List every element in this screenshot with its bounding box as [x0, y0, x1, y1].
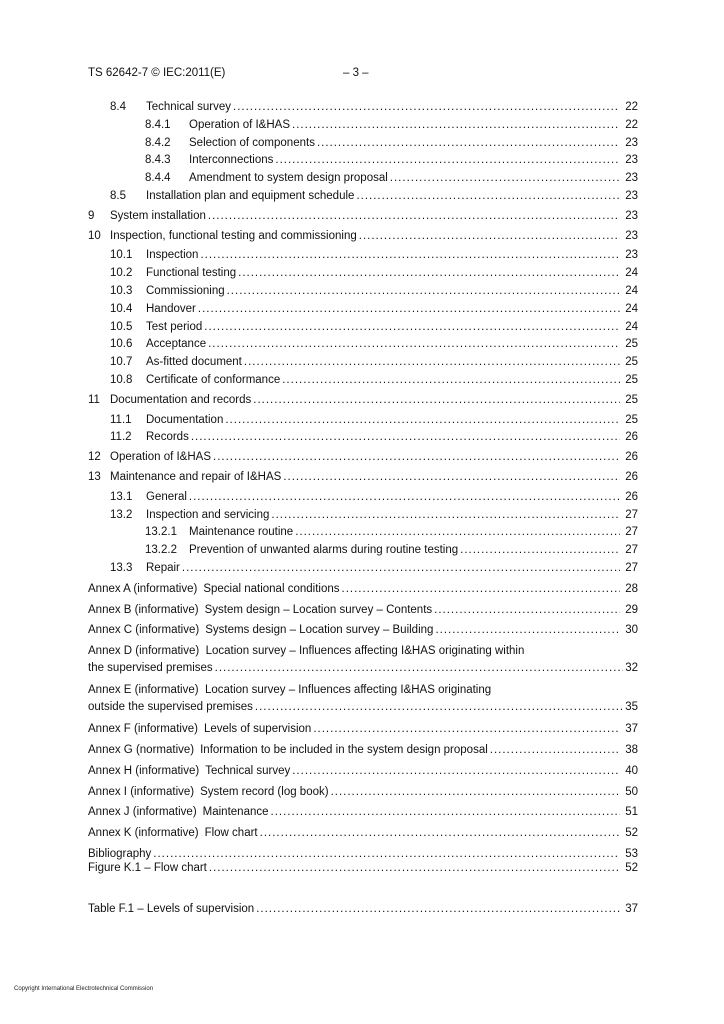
toc-entry-page: 38 [625, 743, 638, 756]
toc-entry-title: Inspection and servicing [146, 508, 270, 521]
dot-leader [292, 765, 620, 777]
dot-leader [260, 827, 620, 839]
toc-entry[interactable] [88, 210, 638, 228]
page-number: – 3 – [343, 67, 369, 79]
toc-entry-title: Interconnections [189, 154, 274, 167]
toc-entry-number: Annex K (informative) [88, 827, 199, 840]
toc-entry-number: Annex I (informative) [88, 785, 195, 798]
toc-entry-title: Levels of supervision [203, 723, 312, 736]
toc-entry-page: 53 [625, 847, 638, 860]
toc-entry-title: Amendment to system design proposal [189, 172, 388, 185]
toc-entry-number: 13.2.2 [145, 544, 177, 557]
toc-entry-title: Maintenance and repair of I&HAS [110, 470, 282, 483]
toc-entry[interactable] [88, 356, 638, 374]
toc-entry[interactable] [88, 451, 638, 469]
toc-entry-title: Maintenance [202, 806, 269, 819]
toc-entry-number: 11.1 [110, 413, 132, 426]
toc-entry-page: 28 [625, 582, 638, 595]
toc-entry[interactable] [88, 285, 638, 303]
toc-entry[interactable] [88, 338, 638, 356]
dot-leader [283, 471, 620, 483]
toc-entry-title: Maintenance routine [189, 526, 294, 539]
dot-leader [227, 285, 620, 297]
dot-leader [292, 119, 620, 131]
toc-entry-page: 23 [625, 209, 638, 222]
toc-entry-page: 23 [625, 172, 638, 185]
toc-entry[interactable] [88, 321, 638, 339]
toc-entry[interactable] [88, 119, 638, 137]
toc-entry-title: Test period [146, 320, 203, 333]
dot-leader [331, 786, 620, 798]
dot-leader [200, 249, 620, 261]
dot-leader [317, 137, 620, 149]
toc-entry-page: 25 [625, 356, 638, 369]
dot-leader [153, 848, 620, 860]
dot-leader [271, 509, 620, 521]
dot-leader [208, 210, 620, 222]
toc-entry-annex[interactable] [88, 624, 638, 642]
toc-entry[interactable] [88, 414, 638, 432]
toc-entry-number: 11.2 [110, 431, 132, 444]
toc-entry-title: Installation plan and equipment schedule [146, 189, 355, 202]
toc-entry-page: 26 [625, 451, 638, 464]
dot-leader [295, 526, 620, 538]
dot-leader [208, 338, 620, 350]
toc-entry-number: 10.6 [110, 338, 133, 351]
toc-entry[interactable] [88, 491, 638, 509]
toc-entry-annex[interactable] [88, 765, 638, 783]
dot-leader [198, 303, 620, 315]
toc-entry-number: 8.4.1 [145, 118, 171, 131]
toc-entry-annex[interactable] [88, 645, 638, 681]
toc-entry-title: System design – Location survey – Contents [204, 603, 433, 616]
toc-entry-number: Annex H (informative) [88, 764, 200, 777]
toc-entry-page: 25 [625, 373, 638, 386]
dot-leader [275, 154, 620, 166]
toc-entry[interactable] [88, 172, 638, 190]
dot-leader [313, 723, 620, 735]
toc-entry-number: Annex G (normative) [88, 743, 195, 756]
toc-entry-annex[interactable] [88, 684, 638, 720]
toc-entry[interactable] [88, 562, 638, 580]
dot-leader [225, 414, 620, 426]
dot-leader [204, 321, 620, 333]
toc-entry-page: 23 [625, 229, 638, 242]
toc-entry-title: Repair [146, 561, 180, 574]
dot-leader [256, 903, 620, 915]
toc-entry-number: 10.2 [110, 267, 133, 280]
toc-entry-title: Functional testing [146, 267, 237, 280]
toc-entry-page: 26 [625, 470, 638, 483]
toc-entry-page: 23 [625, 249, 638, 262]
toc-entry-page: 25 [625, 413, 638, 426]
dot-leader [271, 806, 620, 818]
dot-leader [282, 374, 620, 386]
toc-entry[interactable] [88, 154, 638, 172]
dot-leader [238, 267, 620, 279]
toc-entry-page: 25 [625, 338, 638, 351]
toc-entry-title: Table F.1 – Levels of supervision [88, 903, 255, 915]
toc-entry-page: 52 [625, 862, 638, 874]
toc-entry-title: Figure K.1 – Flow chart [88, 862, 207, 874]
toc-entry[interactable] [88, 431, 638, 449]
toc-entry-title: Handover [146, 302, 196, 315]
toc-entry-title: Prevention of unwanted alarms during routine testing [189, 544, 459, 557]
toc-entry-title: Documentation [146, 413, 224, 426]
toc-entry-number: Annex B (informative) [88, 603, 199, 616]
toc-entry-page: 24 [625, 267, 638, 280]
toc-entry-page: 29 [625, 603, 638, 616]
toc-entry-page: 27 [625, 561, 638, 574]
toc-entry-title: Operation of I&HAS [189, 118, 290, 131]
dot-leader [255, 701, 623, 713]
toc-entry-title: General [146, 490, 187, 503]
toc-entry-page: 23 [625, 154, 638, 167]
toc-entry-page: 22 [625, 118, 638, 131]
toc-entry-page: 27 [625, 526, 638, 539]
toc-entry-title: Commissioning [146, 284, 225, 297]
toc-entry-page: 27 [625, 508, 638, 521]
toc-entry-page: 24 [625, 302, 638, 315]
toc-entry-number: 8.4.3 [145, 154, 171, 167]
dot-leader [434, 604, 620, 616]
toc-entry-page: 24 [625, 284, 638, 297]
toc-entry-number: 8.4.2 [145, 136, 171, 149]
toc-entry[interactable] [88, 137, 638, 155]
toc-entry-number: 13.1 [110, 490, 133, 503]
toc-entry-title: Information to be included in the system design proposal [200, 743, 488, 756]
dot-leader [460, 544, 620, 556]
toc-sections [88, 101, 638, 580]
toc-entry-title: Acceptance [146, 338, 207, 351]
dot-leader [213, 451, 620, 463]
toc-entry-title: Systems design – Location survey – Building [205, 624, 434, 637]
toc-entry-title: System record (log book) [200, 785, 329, 798]
toc-entry-number: 13.3 [110, 561, 133, 574]
dot-leader [244, 356, 620, 368]
dot-leader [209, 862, 620, 874]
toc-entry-page: 26 [625, 490, 638, 503]
dot-leader [342, 583, 621, 595]
toc-entry-number: 8.4.4 [145, 172, 171, 185]
toc-entry-annex[interactable] [88, 604, 638, 622]
toc-entry-annex[interactable] [88, 786, 638, 804]
list-of-tables [88, 903, 638, 921]
dot-leader [359, 230, 620, 242]
dot-leader [233, 101, 620, 113]
toc-entry-page: 25 [625, 393, 638, 406]
toc-entry-title: Certificate of conformance [146, 373, 281, 386]
toc-entry-number: 13 [88, 470, 101, 483]
toc-entry[interactable] [88, 249, 638, 267]
toc-entry-page: 35 [625, 701, 638, 714]
dot-leader [182, 562, 620, 574]
toc-entry-title: Inspection [146, 249, 199, 262]
toc-entry-title: Technical survey [146, 101, 232, 113]
toc-entry-title: Operation of I&HAS [110, 451, 211, 464]
toc-entry-page: 52 [625, 827, 638, 840]
toc-entry-title: As-fitted document [146, 356, 242, 369]
toc-entry-title: Selection of components [189, 136, 315, 149]
toc-entry[interactable] [88, 190, 638, 208]
toc-entry-title: System installation [110, 209, 206, 222]
toc-annexes [88, 583, 638, 866]
toc-entry-title: Inspection, functional testing and commissioning [110, 229, 357, 242]
toc-entry-page: 30 [625, 624, 638, 637]
toc-entry[interactable] [88, 101, 638, 119]
toc-entry-number: 10.7 [110, 356, 133, 369]
toc-entry-page: 50 [625, 785, 638, 798]
toc-entry-page: 22 [625, 101, 638, 113]
toc-entry-number: 10.1 [110, 249, 133, 262]
toc-entry[interactable] [88, 471, 638, 489]
toc-entry-figure[interactable] [88, 862, 638, 880]
copyright-notice: Copyright International Electrotechnical Commission [14, 986, 154, 992]
dot-leader [356, 190, 620, 202]
toc-entry-number: 11 [88, 393, 100, 406]
toc-entry[interactable] [88, 526, 638, 544]
dot-leader [191, 431, 620, 443]
toc-entry-annex[interactable] [88, 583, 638, 601]
toc-entry[interactable] [88, 303, 638, 321]
dot-leader [215, 662, 624, 674]
toc-entry-page: 32 [625, 662, 638, 675]
toc-entry-title-continued: the supervised premises [88, 662, 213, 675]
toc-entry-title-continued: outside the supervised premises [88, 701, 253, 714]
toc-entry-number: 12 [88, 451, 101, 464]
toc-entry-title: Technical survey [205, 764, 291, 777]
toc-entry-page: 51 [625, 806, 638, 819]
toc-entry-number: 10.5 [110, 320, 133, 333]
toc-entry-title: Location survey – Influences affecting I&HAS originating [204, 684, 492, 697]
toc-entry-annex[interactable] [88, 744, 638, 762]
toc-entry-number: 10.8 [110, 373, 133, 386]
dot-leader [253, 394, 620, 406]
toc-entry-title: Location survey – Influences affecting I&HAS originating within [205, 645, 525, 658]
toc-entry[interactable] [88, 267, 638, 285]
toc-entry-page: 23 [625, 136, 638, 149]
toc-entry-annex[interactable] [88, 806, 638, 824]
toc-entry-number: 10.4 [110, 302, 133, 315]
dot-leader [490, 744, 620, 756]
toc-entry[interactable] [88, 394, 638, 412]
toc-entry-number: Annex F (informative) [88, 723, 198, 736]
toc-entry[interactable] [88, 509, 638, 527]
toc-entry-page: 27 [625, 544, 638, 557]
page-header [88, 67, 636, 83]
toc-entry-number: Annex E (informative) [88, 684, 199, 697]
toc-entry[interactable] [88, 374, 638, 392]
toc-entry-page: 37 [625, 903, 638, 915]
toc-entry-title: Bibliography [88, 847, 152, 860]
toc-entry-number: 8.4 [110, 101, 126, 113]
toc-entry-number: Annex A (informative) [88, 582, 198, 595]
toc-entry-title: Special national conditions [203, 582, 340, 595]
toc-entry-page: 40 [625, 764, 638, 777]
list-of-figures [88, 862, 638, 880]
dot-leader [189, 491, 620, 503]
dot-leader [435, 624, 620, 636]
toc-entry[interactable] [88, 230, 638, 248]
toc-entry-title: Records [146, 431, 189, 444]
table-of-contents [88, 101, 638, 866]
toc-entry-number: Annex D (informative) [88, 645, 200, 658]
document-id: TS 62642-7 © IEC:2011(E) [88, 67, 226, 79]
toc-entry-number: Annex J (informative) [88, 806, 197, 819]
toc-entry-number: 9 [88, 209, 95, 222]
toc-entry-number: 10 [88, 229, 101, 242]
toc-entry-page: 26 [625, 431, 638, 444]
toc-entry-title: Documentation and records [110, 393, 252, 406]
toc-entry-annex[interactable] [88, 827, 638, 845]
toc-entry-page: 37 [625, 723, 638, 736]
toc-entry-number: Annex C (informative) [88, 624, 200, 637]
toc-entry-table[interactable] [88, 903, 638, 921]
toc-entry-annex[interactable] [88, 723, 638, 741]
toc-entry-page: 24 [625, 320, 638, 333]
toc-entry-number: 13.2 [110, 508, 133, 521]
toc-entry-number: 8.5 [110, 189, 126, 202]
toc-entry-page: 23 [625, 189, 638, 202]
toc-entry-title: Flow chart [204, 827, 258, 840]
toc-entry[interactable] [88, 544, 638, 562]
toc-entry-number: 10.3 [110, 284, 133, 297]
toc-entry-number: 13.2.1 [145, 526, 177, 539]
dot-leader [390, 172, 620, 184]
